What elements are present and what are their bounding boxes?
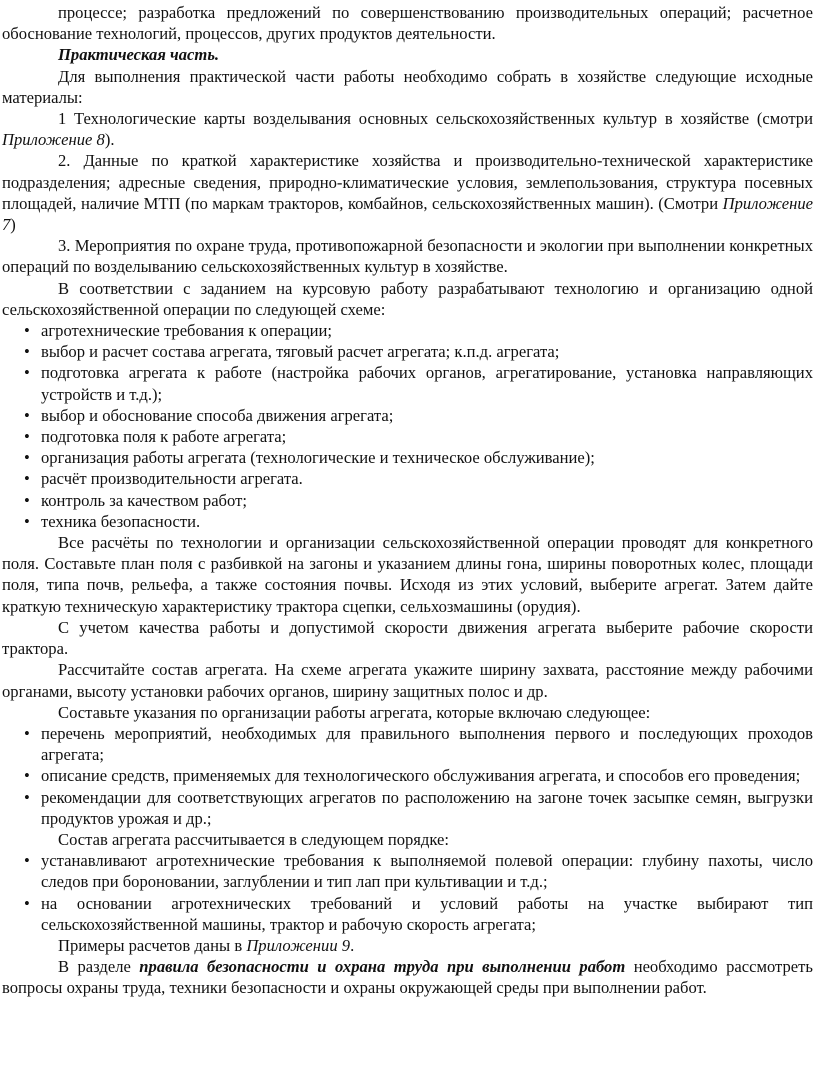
list-item-text: контроль за качеством работ; bbox=[41, 490, 247, 510]
list-item-text: техника безопасности. bbox=[41, 511, 201, 531]
bullet-icon: • bbox=[24, 766, 30, 786]
appendix-8-ref: Приложение 8 bbox=[2, 130, 105, 150]
paragraph-examples bbox=[2, 935, 813, 956]
list-item-text: устанавливают агротехнические требования к выполняемой полевой операции: глубину пахоты, число следов при бороновании, заглублении и тип лап при культивации и т.д.; bbox=[41, 851, 813, 892]
bullet-icon: • bbox=[24, 469, 30, 489]
list-item-text: рекомендации для соответствующих агрегатов по расположению на загоне точек засыпке семян, выгрузки продуктов урожая и др.; bbox=[41, 787, 813, 828]
bullet-icon: • bbox=[24, 427, 30, 447]
bullet-icon: • bbox=[24, 893, 30, 913]
list-item-text: агротехнические требования к операции; bbox=[41, 321, 332, 341]
paragraph-instructions: Составьте указания по организации работы агрегата, которые включаю следующее: bbox=[58, 702, 651, 722]
list-item-text: расчёт производительности агрегата. bbox=[41, 469, 303, 489]
paragraph-speed: С учетом качества работы и допустимой скорости движения агрегата выберите рабочие скорости трактора. bbox=[2, 617, 813, 659]
list-item bbox=[2, 426, 813, 447]
list-item-text: на основании агротехнических требований и условий работы на участке выбирают тип сельскохозяйственной машины, трактор и рабочую скорость агрегата; bbox=[41, 893, 813, 934]
bullet-icon: • bbox=[24, 511, 30, 531]
item-text: 2. Данные по краткой характеристике хозяйства и производительно-технической характеристике подразделения; адресные сведения, природно-климатические условия, землепользования, структура посевных площадей, наличие МТП (по маркам тракторов, комбайнов, сельскохозяйственных машин). (Смотри bbox=[2, 151, 813, 213]
list-item-text: подготовка поля к работе агрегата; bbox=[41, 427, 287, 447]
materials-item-2 bbox=[2, 150, 813, 235]
paragraph-order: Состав агрегата рассчитывается в следующем порядке: bbox=[58, 829, 449, 849]
list-item bbox=[2, 447, 813, 468]
list-item bbox=[2, 850, 813, 892]
list-item-text: выбор и обоснование способа движения агрегата; bbox=[41, 405, 394, 425]
materials-item-3: 3. Мероприятия по охране труда, противопожарной безопасности и экологии при выполнении конкретных операций по возделыванию сельскохозяйственных культур в хозяйстве. bbox=[2, 236, 813, 277]
item-text-end: ). bbox=[104, 130, 115, 150]
paragraph-calculations: Все расчёты по технологии и организации сельскохозяйственной операции проводят для конкретного поля. Составьте план поля с разбивкой на загоны и указанием длины гона, ширины поворотных колес, площади поля, типа почв, рельефа, а также состояния почвы. Исходя из этих условий, выберите агрегат. Затем дайте краткую техническую характеристику трактора сцепки, сельхозмашины (орудия). bbox=[2, 533, 813, 616]
safety-text: В разделе bbox=[58, 957, 140, 977]
bullet-icon: • bbox=[24, 851, 30, 871]
heading-practical-part bbox=[2, 44, 813, 65]
document-body bbox=[2, 2, 813, 999]
bullet-icon: • bbox=[24, 342, 30, 362]
bullet-icon: • bbox=[24, 405, 30, 425]
safety-text-end: необходимо рассмотреть вопросы охраны труда, техники безопасности и охраны окружающей среды при выполнении работ. bbox=[2, 957, 813, 998]
list-item bbox=[2, 765, 813, 786]
item-text-end: ) bbox=[10, 215, 16, 235]
paragraph-scheme: В соответствии с заданием на курсовую работу разрабатывают технологию и организацию одной сельскохозяйственной операции по следующей схеме: bbox=[2, 278, 813, 319]
list-item bbox=[2, 320, 813, 341]
examples-text-end: . bbox=[350, 935, 355, 955]
paragraph-materials: Для выполнения практической части работы необходимо собрать в хозяйстве следующие исходные материалы: bbox=[2, 66, 813, 107]
bullet-icon: • bbox=[24, 723, 30, 743]
list-item-text: перечень мероприятий, необходимых для правильного выполнения первого и последующих проходов агрегата; bbox=[41, 723, 813, 765]
paragraph-composition: Рассчитайте состав агрегата. На схеме агрегата укажите ширину захвата, расстояние между рабочими органами, высоту установки рабочих органов, ширину защитных полос и др. bbox=[2, 660, 813, 701]
list-item bbox=[2, 723, 813, 765]
paragraph-safety bbox=[2, 956, 813, 998]
appendix-7-ref: Приложение 7 bbox=[2, 193, 813, 235]
list-item bbox=[2, 405, 813, 426]
list-item-text: выбор и расчет состава агрегата, тяговый расчет агрегата; к.п.д. агрегата; bbox=[41, 342, 560, 362]
appendix-9-ref: Приложении 9 bbox=[246, 935, 351, 955]
heading-text: Практическая часть. bbox=[58, 45, 220, 65]
list-item-text: описание средств, применяемых для технологического обслуживания агрегата, и способов его проведения; bbox=[41, 766, 801, 786]
list-item bbox=[2, 787, 813, 829]
bullet-icon: • bbox=[24, 321, 30, 341]
scheme-list bbox=[2, 320, 813, 532]
paragraph-intro-continued: процессе; разработка предложений по совершенствованию производительных операций; расчетное обоснование технологий, процессов, других продуктов деятельности. bbox=[2, 3, 813, 44]
item-text: 1 Технологические карты возделывания основных сельскохозяйственных культур в хозяйстве (смотри bbox=[58, 109, 813, 129]
list-item bbox=[2, 468, 813, 489]
list-item-text: организация работы агрегата (технологические и техническое обслуживание); bbox=[41, 448, 595, 468]
list-item bbox=[2, 511, 813, 532]
list-item bbox=[2, 893, 813, 935]
bullet-icon: • bbox=[24, 490, 30, 510]
instructions-list bbox=[2, 723, 813, 829]
bullet-icon: • bbox=[24, 363, 30, 383]
materials-item-1 bbox=[2, 108, 813, 150]
safety-section-title: правила безопасности и охрана труда при выполнении работ bbox=[139, 957, 626, 977]
bullet-icon: • bbox=[24, 787, 30, 807]
list-item-text: подготовка агрегата к работе (настройка рабочих органов, агрегатирование, установка направляющих устройств и т.д.); bbox=[41, 363, 813, 404]
list-item bbox=[2, 490, 813, 511]
list-item bbox=[2, 341, 813, 362]
list-item bbox=[2, 362, 813, 404]
examples-text: Примеры расчетов даны в bbox=[58, 935, 247, 955]
order-list bbox=[2, 850, 813, 935]
bullet-icon: • bbox=[24, 448, 30, 468]
